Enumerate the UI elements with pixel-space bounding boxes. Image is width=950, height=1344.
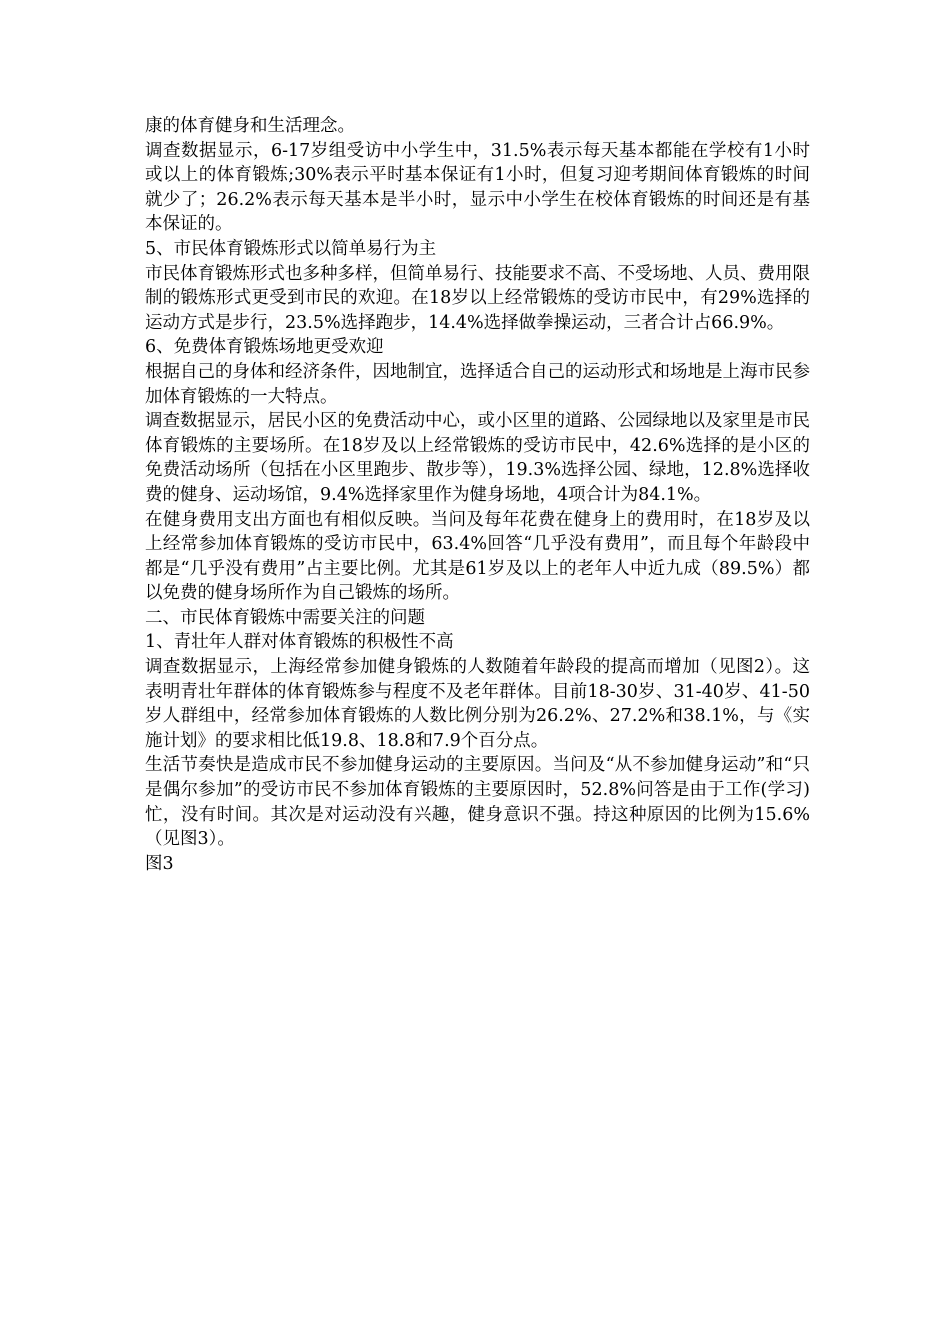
heading-section-6: 6、免费体育锻炼场地更受欢迎: [145, 337, 384, 358]
paragraph-intro-ending: 康的体育健身和生活理念。: [145, 116, 355, 136]
paragraph-venue-choice: 根据自己的身体和经济条件，因地制宜，选择适合自己的运动形式和场地是上海市民参加体育锻炼的一大特点。: [145, 361, 810, 407]
figure-caption-3: 图3: [145, 853, 174, 874]
paragraph-fitness-cost: 在健身费用支出方面也有相似反映。当问及每年花费在健身上的费用时，在18岁及以上经常参加体育锻炼的受访市民中，63.4%回答“几乎没有费用”，而且每个年龄段中都是“几乎没有费用”占主要比例。尤其是61岁及以上的老年人中近九成（89.5%）都以免费的健身场所作为自己锻炼的场所。: [145, 509, 810, 604]
heading-section-5: 5、市民体育锻炼形式以简单易行为主: [145, 238, 437, 259]
heading-subsection-1: 1、青壮年人群对体育锻炼的积极性不高: [145, 632, 454, 653]
document-body: [145, 114, 810, 876]
paragraph-venue-data: 调查数据显示，居民小区的免费活动中心，或小区里的道路、公园绿地以及家里是市民体育锻炼的主要场所。在18岁及以上经常锻炼的受访市民中，42.6%选择的是小区的免费活动场所（包括在小区里跑步、散步等），19.3%选择公园、绿地，12.8%选择收费的健身、运动场馆，9.4%选择家里作为健身场地，4项合计为84.1%。: [145, 411, 810, 505]
paragraph-student-exercise-data: 调查数据显示，6-17岁组受访中小学生中，31.5%表示每天基本都能在学校有1小时或以上的体育锻炼;30%表示平时基本保证有1小时，但复习迎考期间体育锻炼的时间就少了；26.2%表示每天基本是半小时，显示中小学生在校体育锻炼的时间还是有基本保证的。: [145, 140, 810, 235]
heading-part-2: 二、市民体育锻炼中需要关注的问题: [145, 607, 425, 628]
paragraph-age-participation: 调查数据显示，上海经常参加健身锻炼的人数随着年龄段的提高而增加（见图2）。这表明青壮年群体的体育锻炼参与程度不及老年群体。目前18-30岁、31-40岁、41-50岁人群组中，经常参加体育锻炼的人数比例分别为26.2%、27.2%和38.1%，与《实施计划》的要求相比低19.8、18.8和7.9个百分点。: [145, 657, 810, 751]
paragraph-main-reason: 生活节奏快是造成市民不参加健身运动的主要原因。当问及“从不参加健身运动”和“只是偶尔参加”的受访市民不参加体育锻炼的主要原因时，52.8%问答是由于工作(学习)忙，没有时间。其次是对运动没有兴趣，健身意识不强。持这种原因的比例为15.6%（见图3）。: [145, 755, 810, 850]
paragraph-exercise-forms: 市民体育锻炼形式也多种多样，但简单易行、技能要求不高、不受场地、人员、费用限制的锻炼形式更受到市民的欢迎。在18岁以上经常锻炼的受访市民中，有29%选择的运动方式是步行，23.5%选择跑步，14.4%选择做拳操运动，三者合计占66.9%。: [145, 263, 810, 333]
